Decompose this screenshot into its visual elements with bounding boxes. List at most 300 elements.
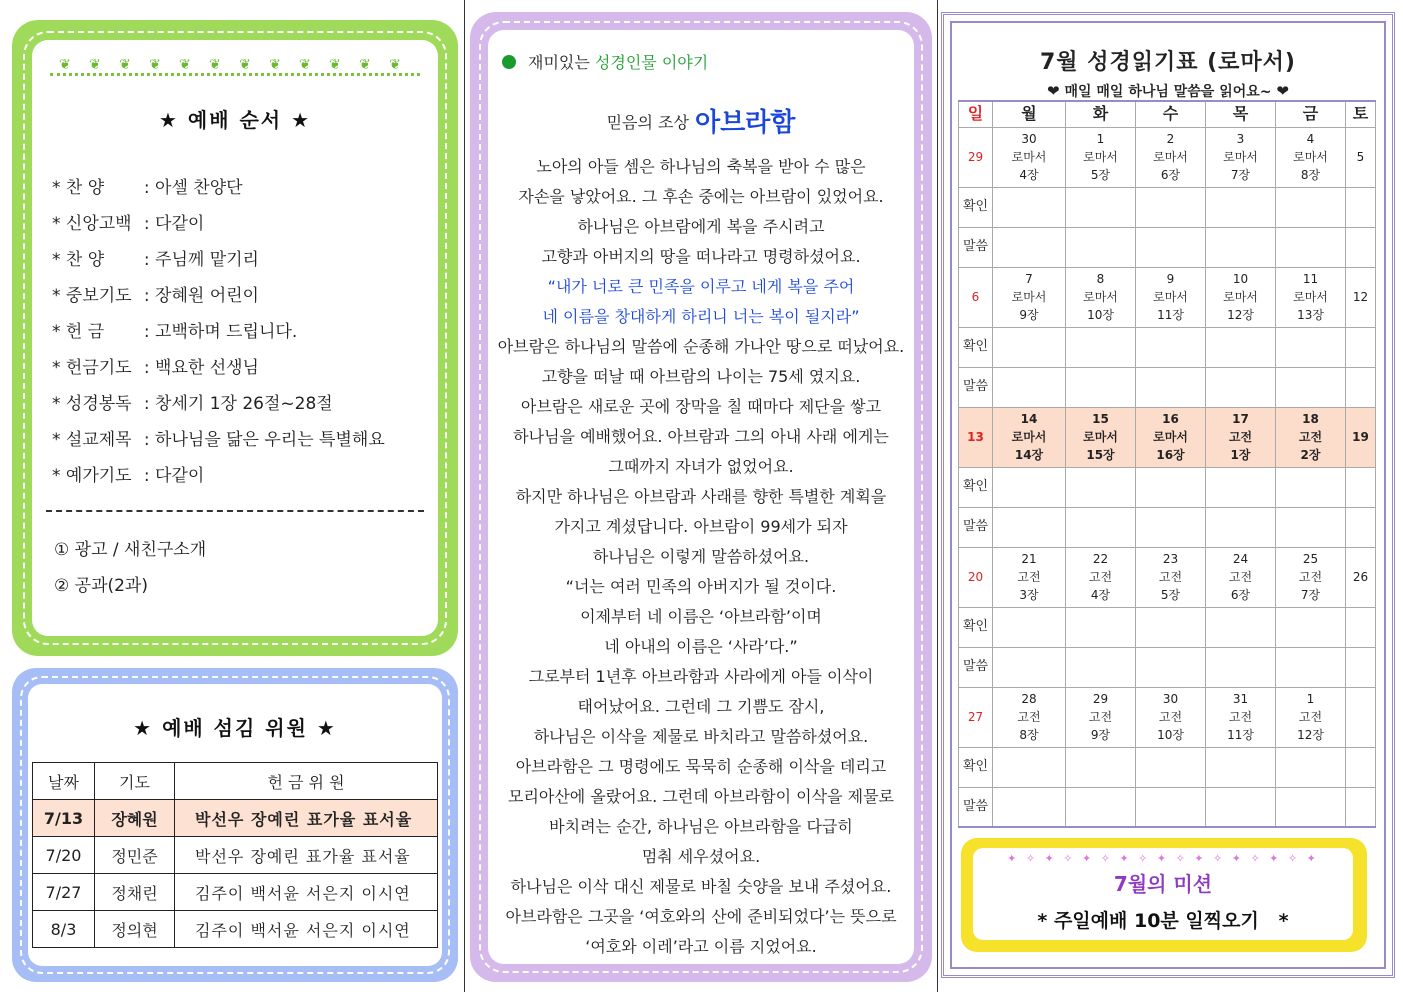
check-box-cell[interactable] <box>1066 607 1136 647</box>
saturday-date: 26 <box>1346 547 1376 607</box>
mission-text: * 주일예배 10분 일찍오기 * <box>1037 910 1289 932</box>
check-row <box>959 607 1376 647</box>
order-item-key: 성경봉독 <box>65 394 132 414</box>
worship-order-panel <box>12 20 458 656</box>
saturday-date: 5 <box>1346 127 1376 187</box>
weekday-label: 목 <box>1206 101 1276 127</box>
word-note-cell[interactable] <box>993 507 1066 547</box>
reading-day-book: 로마서 <box>1083 430 1118 444</box>
reading-day-date: 29 <box>1092 692 1109 706</box>
story-line: 바치려는 순간, 하나님은 아브라함을 다급히 <box>549 817 853 836</box>
reading-day-cell <box>1136 267 1206 327</box>
bible-story-panel <box>470 12 932 982</box>
story-subtitle <box>488 102 914 139</box>
reading-day-cell <box>1066 267 1136 327</box>
order-item-key: 헌금기도 <box>65 358 132 378</box>
story-character-name: 아브라함 <box>694 108 796 138</box>
reading-day-cell <box>993 407 1066 467</box>
order-item-key: 설교제목 <box>65 430 132 450</box>
order-item-value: 주님께 맡기리 <box>155 250 259 270</box>
word-note-cell[interactable] <box>1276 367 1346 407</box>
reading-day-date: 9 <box>1166 272 1175 286</box>
reading-day-cell <box>993 687 1066 747</box>
word-note-cell[interactable] <box>1066 647 1136 687</box>
story-line: 네 아내의 이름은 ‘사라’다.” <box>604 637 798 656</box>
check-box-cell[interactable] <box>1136 607 1206 647</box>
check-box-cell[interactable] <box>1066 187 1136 227</box>
reading-day-cell <box>1276 687 1346 747</box>
reading-day-book: 고전 <box>1298 430 1323 444</box>
word-note-cell[interactable] <box>993 367 1066 407</box>
word-note-cell[interactable] <box>1346 507 1376 547</box>
heart-icon: ❤ <box>1047 82 1060 100</box>
word-note-cell[interactable] <box>1066 227 1136 267</box>
reading-day-date: 24 <box>1232 552 1249 566</box>
sunday-date: 20 <box>959 547 993 607</box>
monthly-mission-card <box>973 848 1353 940</box>
reading-day-chapter: 7장 <box>1230 168 1251 182</box>
order-item: * 신앙고백 : 다같이 <box>52 206 447 242</box>
worship-order-title: ★ 예배 순서 ★ <box>158 108 312 132</box>
worship-servers-card <box>28 684 442 966</box>
reading-day-cell <box>1276 547 1346 607</box>
check-box-cell[interactable] <box>1206 607 1276 647</box>
reading-day-cell <box>1136 547 1206 607</box>
star-garland-decoration: ✦ ✧ ✦ ✧ ✦ ✧ ✦ ✧ ✦ ✧ ✦ ✧ ✦ ✧ ✦ ✧ ✦ <box>1007 852 1319 865</box>
reading-day-cell <box>993 127 1066 187</box>
order-item-value: 다같이 <box>155 214 205 234</box>
sprout-icon: ❦ <box>209 57 221 73</box>
sprout-icon: ❦ <box>89 57 101 73</box>
server-date: 7/20 <box>33 837 95 874</box>
word-row <box>959 507 1376 547</box>
reading-day-book: 고전 <box>1228 570 1253 584</box>
check-box-cell[interactable] <box>993 747 1066 787</box>
story-line: 노아의 아들 셈은 하나님의 축복을 받아 수 많은 <box>536 157 866 176</box>
check-label: 확인 <box>959 747 993 787</box>
order-item-value: 하나님을 닮은 우리는 특별해요 <box>155 430 385 450</box>
reading-day-book: 로마서 <box>1153 150 1188 164</box>
word-note-cell[interactable] <box>1066 787 1136 827</box>
check-box-cell[interactable] <box>1276 747 1346 787</box>
word-note-cell[interactable] <box>1346 227 1376 267</box>
reading-day-cell <box>1136 127 1206 187</box>
sprout-icon: ❦ <box>119 57 131 73</box>
reading-day-cell <box>1206 687 1276 747</box>
story-subtitle-prefix: 믿음의 조상 <box>606 113 689 132</box>
story-line: 이제부터 네 이름은 ‘아브라함’이며 <box>580 607 822 626</box>
reading-day-book: 로마서 <box>1011 150 1047 164</box>
reading-day-date: 16 <box>1162 412 1179 426</box>
reading-day-chapter: 6장 <box>1160 168 1181 182</box>
sprout-icon: ❦ <box>359 57 371 73</box>
reading-day-book: 로마서 <box>1083 150 1118 164</box>
reading-day-book: 로마서 <box>1153 290 1188 304</box>
table-row <box>33 911 438 948</box>
reading-day-chapter: 15장 <box>1086 448 1115 462</box>
bible-story-card <box>488 30 914 964</box>
story-line: 가지고 계셨답니다. 아브람이 99세가 되자 <box>554 517 848 536</box>
word-note-cell[interactable] <box>1066 507 1136 547</box>
reading-day-cell <box>1066 127 1136 187</box>
reading-day-book: 로마서 <box>1293 150 1328 164</box>
word-note-cell[interactable] <box>1206 647 1276 687</box>
reading-day-date: 28 <box>1021 692 1037 706</box>
reading-day-book: 로마서 <box>1011 430 1047 444</box>
header-prayer: 기도 <box>95 763 175 800</box>
order-item-key: 신앙고백 <box>65 214 132 234</box>
word-label: 말씀 <box>959 787 993 827</box>
server-date: 7/27 <box>33 874 95 911</box>
word-note-cell[interactable] <box>1066 367 1136 407</box>
table-row <box>33 874 438 911</box>
reading-day-date: 25 <box>1302 552 1319 566</box>
reading-day-date: 17 <box>1232 412 1249 426</box>
server-prayer: 정채린 <box>95 874 175 911</box>
story-line: 그때까지 자녀가 없었어요. <box>608 457 794 476</box>
story-line: 모리아산에 올랐어요. 그런데 아브라함이 이삭을 제물로 <box>507 787 894 806</box>
reading-day-date: 23 <box>1162 552 1179 566</box>
order-item: * 헌 금 : 고백하며 드립니다. <box>52 314 447 350</box>
reading-day-book: 고전 <box>1298 570 1323 584</box>
sunday-date: 13 <box>959 407 993 467</box>
reading-day-chapter: 10장 <box>1087 308 1114 322</box>
reading-day-book: 고전 <box>1017 570 1041 584</box>
sprout-icon: ❦ <box>389 57 401 73</box>
order-item-key: 헌 금 <box>65 322 105 342</box>
server-date: 8/3 <box>33 911 95 948</box>
reading-day-cell <box>1276 407 1346 467</box>
weekday-header-row <box>959 101 1376 127</box>
reading-day-chapter: 1장 <box>1230 448 1251 462</box>
reading-day-cell <box>1276 267 1346 327</box>
word-note-cell[interactable] <box>1346 647 1376 687</box>
story-line: 태어났어요. 그런데 그 기쁨도 잠시, <box>577 697 825 716</box>
story-line: 하나님은 아브람에게 복을 주시려고 <box>577 217 825 236</box>
heart-icon: ❤ <box>1276 82 1289 100</box>
word-note-cell[interactable] <box>1136 647 1206 687</box>
worship-servers-panel <box>12 668 458 982</box>
servers-header-row <box>33 763 438 800</box>
reading-day-chapter: 6장 <box>1230 588 1251 602</box>
server-offering: 김주이 백서윤 서은지 이시연 <box>175 911 438 948</box>
word-note-cell[interactable] <box>1136 787 1206 827</box>
reading-day-book: 로마서 <box>1083 290 1118 304</box>
reading-day-chapter: 14장 <box>1014 448 1044 462</box>
check-box-cell[interactable] <box>1346 187 1376 227</box>
check-box-cell[interactable] <box>1136 327 1206 367</box>
reading-day-cell <box>1066 407 1136 467</box>
order-item: * 중보기도 : 장혜원 어린이 <box>52 278 447 314</box>
story-line: 네 이름을 창대하게 하리니 너는 복이 될지라” <box>542 307 860 326</box>
reading-day-chapter: 11장 <box>1157 308 1184 322</box>
sprout-icon: ❦ <box>329 57 341 73</box>
reading-day-book: 고전 <box>1088 570 1113 584</box>
check-box-cell[interactable] <box>1206 187 1276 227</box>
sprout-border-decoration <box>50 56 420 78</box>
table-row <box>33 837 438 874</box>
word-row <box>959 367 1376 407</box>
order-item-value: 다같이 <box>155 466 205 486</box>
reading-day-book: 고전 <box>1228 430 1253 444</box>
reading-day-chapter: 9장 <box>1019 308 1039 322</box>
reading-day-cell <box>1206 547 1276 607</box>
reading-day-cell <box>1206 407 1276 467</box>
order-item-value: 백요한 선생님 <box>155 358 259 378</box>
reading-day-chapter: 5장 <box>1090 168 1111 182</box>
word-note-cell[interactable] <box>1346 787 1376 827</box>
reading-day-cell <box>993 267 1066 327</box>
story-heading-prefix: 재미있는 <box>528 53 595 72</box>
check-box-cell[interactable] <box>1136 747 1206 787</box>
servers-table <box>32 762 438 948</box>
order-item: * 예가기도 : 다같이 <box>52 458 447 494</box>
order-item: * 찬 양 : 주님께 맡기리 <box>52 242 447 278</box>
word-note-cell[interactable] <box>993 227 1066 267</box>
order-notes <box>54 532 206 604</box>
worship-servers-title: ★ 예배 섬김 위원 ★ <box>133 716 337 740</box>
order-item-key: 찬 양 <box>65 250 105 270</box>
word-row <box>959 647 1376 687</box>
saturday-date: 19 <box>1346 407 1376 467</box>
server-offering: 박선우 장예린 표가율 표서율 <box>175 837 438 874</box>
sprout-icon: ❦ <box>269 57 281 73</box>
reading-day-book: 고전 <box>1228 710 1253 724</box>
reading-day-book: 고전 <box>1158 710 1183 724</box>
calendar-week-row <box>959 407 1376 467</box>
server-offering: 박선우 장예린 표가율 표서율 <box>175 800 438 837</box>
story-line: 고향과 아버지의 땅을 떠나라고 명령하셨어요. <box>541 247 861 266</box>
word-label: 말씀 <box>959 227 993 267</box>
order-item-value: 창세기 1장 26절~28절 <box>155 394 333 414</box>
reading-day-cell <box>1276 127 1346 187</box>
word-note-cell[interactable] <box>1346 367 1376 407</box>
story-heading-highlight: 성경인물 이야기 <box>594 53 709 72</box>
header-date: 날짜 <box>33 763 95 800</box>
order-item: * 성경봉독 : 창세기 1장 26절~28절 <box>52 386 447 422</box>
order-item: * 설교제목 : 하나님을 닮은 우리는 특별해요 <box>52 422 447 458</box>
word-note-cell[interactable] <box>1276 647 1346 687</box>
server-offering: 김주이 백서윤 서은지 이시연 <box>175 874 438 911</box>
sprout-icon: ❦ <box>59 57 71 73</box>
reading-day-cell <box>1206 127 1276 187</box>
order-item-key: 찬 양 <box>65 178 105 198</box>
word-label: 말씀 <box>959 507 993 547</box>
word-note-cell[interactable] <box>1276 507 1346 547</box>
order-item-value: 고백하며 드립니다. <box>155 322 298 342</box>
reading-day-date: 3 <box>1236 132 1245 146</box>
check-box-cell[interactable] <box>1346 467 1376 507</box>
story-line: 아브람은 새로운 곳에 장막을 칠 때마다 제단을 쌓고 <box>520 397 882 416</box>
weekday-label: 월 <box>993 101 1066 127</box>
word-note-cell[interactable] <box>1276 227 1346 267</box>
story-line: 아브람은 하나님의 말씀에 순종해 가나안 땅으로 떠났어요. <box>497 337 905 356</box>
order-note: ② 공과(2과) <box>54 576 148 596</box>
reading-day-book: 로마서 <box>1293 290 1328 304</box>
calendar-week-row <box>959 127 1376 187</box>
reading-day-chapter: 8장 <box>1019 728 1039 742</box>
reading-day-date: 31 <box>1232 692 1249 706</box>
sprout-icon: ❦ <box>239 57 251 73</box>
reading-calendar-table <box>958 100 1376 828</box>
word-row <box>959 227 1376 267</box>
check-box-cell[interactable] <box>993 327 1066 367</box>
story-line: 하지만 하나님은 아브람과 사래를 향한 특별한 계획을 <box>515 487 887 506</box>
reading-day-chapter: 8장 <box>1300 168 1321 182</box>
reading-day-book: 로마서 <box>1153 430 1188 444</box>
check-box-cell[interactable] <box>1136 467 1206 507</box>
reading-day-cell <box>1066 687 1136 747</box>
table-row <box>33 800 438 837</box>
check-box-cell[interactable] <box>1276 187 1346 227</box>
sprout-icon: ❦ <box>299 57 311 73</box>
word-note-cell[interactable] <box>1206 227 1276 267</box>
check-box-cell[interactable] <box>1276 327 1346 367</box>
word-note-cell[interactable] <box>1136 227 1206 267</box>
calendar-week-row <box>959 687 1376 747</box>
check-box-cell[interactable] <box>1066 327 1136 367</box>
order-item-key: 중보기도 <box>65 286 132 306</box>
story-body <box>482 152 920 962</box>
story-line: ‘여호와 이레’라고 이름 지었어요. <box>585 937 817 956</box>
check-box-cell[interactable] <box>1346 327 1376 367</box>
reading-day-date: 30 <box>1021 132 1037 146</box>
reading-day-book: 로마서 <box>1011 290 1047 304</box>
reading-day-date: 4 <box>1306 132 1315 146</box>
reading-day-cell <box>1136 687 1206 747</box>
word-note-cell[interactable] <box>1276 787 1346 827</box>
server-prayer: 장혜원 <box>95 800 175 837</box>
word-note-cell[interactable] <box>1206 367 1276 407</box>
reading-day-chapter: 4장 <box>1019 168 1039 182</box>
reading-day-chapter: 2장 <box>1300 448 1321 462</box>
column-divider-right <box>937 0 938 992</box>
weekday-label: 일 <box>959 101 993 127</box>
word-note-cell[interactable] <box>1206 787 1276 827</box>
calendar-week-row <box>959 267 1376 327</box>
word-note-cell[interactable] <box>993 787 1066 827</box>
check-box-cell[interactable] <box>1136 187 1206 227</box>
sprout-icon: ❦ <box>179 57 191 73</box>
calendar-subtitle <box>952 81 1384 101</box>
reading-day-date: 8 <box>1096 272 1105 286</box>
weekday-label: 수 <box>1136 101 1206 127</box>
check-label: 확인 <box>959 327 993 367</box>
check-box-cell[interactable] <box>1066 747 1136 787</box>
story-line: 하나님은 이렇게 말씀하셨어요. <box>592 547 810 566</box>
check-box-cell[interactable] <box>1206 327 1276 367</box>
reading-day-book: 로마서 <box>1223 290 1258 304</box>
word-note-cell[interactable] <box>1136 507 1206 547</box>
reading-day-cell <box>1206 267 1276 327</box>
reading-day-date: 21 <box>1021 552 1037 566</box>
check-box-cell[interactable] <box>1276 467 1346 507</box>
order-item-value: 아셀 찬양단 <box>155 178 243 198</box>
server-prayer: 정민준 <box>95 837 175 874</box>
word-note-cell[interactable] <box>1136 367 1206 407</box>
order-item: * 찬 양 : 아셀 찬양단 <box>52 170 447 206</box>
sunday-date: 27 <box>959 687 993 747</box>
story-line: 아브라함은 그 명령에도 묵묵히 순종해 이삭을 데리고 <box>515 757 887 776</box>
order-item-key: 예가기도 <box>65 466 132 486</box>
reading-day-chapter: 13장 <box>1297 308 1324 322</box>
reading-day-cell <box>993 547 1066 607</box>
reading-day-date: 22 <box>1092 552 1109 566</box>
reading-day-book: 로마서 <box>1223 150 1258 164</box>
reading-day-book: 고전 <box>1088 710 1113 724</box>
story-line: 하나님은 이삭 대신 제물로 바칠 숫양을 보내 주셨어요. <box>510 877 892 896</box>
reading-day-chapter: 12장 <box>1297 728 1324 742</box>
check-box-cell[interactable] <box>993 607 1066 647</box>
check-box-cell[interactable] <box>993 187 1066 227</box>
reading-day-chapter: 3장 <box>1019 588 1039 602</box>
reading-day-book: 고전 <box>1017 710 1041 724</box>
check-box-cell[interactable] <box>1346 747 1376 787</box>
reading-day-date: 11 <box>1302 272 1319 286</box>
story-line: 아브라함은 그곳을 ‘여호와의 산에 준비되었다’는 뜻으로 <box>505 907 897 926</box>
story-line: 멈춰 세우셨어요. <box>641 847 761 866</box>
order-item-value: 장혜원 어린이 <box>155 286 259 306</box>
reading-day-chapter: 16장 <box>1156 448 1185 462</box>
check-label: 확인 <box>959 467 993 507</box>
saturday-date: 12 <box>1346 267 1376 327</box>
reading-day-chapter: 5장 <box>1160 588 1181 602</box>
check-row <box>959 467 1376 507</box>
reading-day-cell <box>1066 547 1136 607</box>
check-box-cell[interactable] <box>1206 747 1276 787</box>
word-note-cell[interactable] <box>993 647 1066 687</box>
reading-day-book: 고전 <box>1158 570 1183 584</box>
check-box-cell[interactable] <box>1206 467 1276 507</box>
check-box-cell[interactable] <box>1276 607 1346 647</box>
check-box-cell[interactable] <box>993 467 1066 507</box>
word-row <box>959 787 1376 827</box>
worship-order-list <box>52 170 447 494</box>
weekday-label: 토 <box>1346 101 1376 127</box>
check-box-cell[interactable] <box>1066 467 1136 507</box>
word-label: 말씀 <box>959 647 993 687</box>
reading-day-chapter: 10장 <box>1157 728 1184 742</box>
weekday-label: 금 <box>1276 101 1346 127</box>
story-line: 하나님을 예배했어요. 아브람과 그의 아내 사래 에게는 <box>513 427 889 446</box>
story-line: 자손을 낳았어요. 그 후손 중에는 아브람이 있었어요. <box>518 187 884 206</box>
reading-day-date: 1 <box>1096 132 1105 146</box>
reading-day-book: 고전 <box>1298 710 1323 724</box>
story-line: “내가 너로 큰 민족을 이루고 네게 복을 주어 <box>547 277 855 296</box>
sprout-icon: ❦ <box>149 57 161 73</box>
word-note-cell[interactable] <box>1206 507 1276 547</box>
server-prayer: 정의현 <box>95 911 175 948</box>
order-note: ① 광고 / 새친구소개 <box>54 540 207 560</box>
reading-day-date: 7 <box>1025 272 1033 286</box>
calendar-subtitle-text: 매일 매일 하나님 말씀을 읽어요~ <box>1064 84 1272 100</box>
reading-day-chapter: 11장 <box>1227 728 1254 742</box>
reading-day-chapter: 12장 <box>1227 308 1254 322</box>
check-row <box>959 327 1376 367</box>
reading-day-chapter: 4장 <box>1090 588 1111 602</box>
reading-day-date: 10 <box>1232 272 1249 286</box>
calendar-week-row <box>959 547 1376 607</box>
reading-day-cell <box>1136 407 1206 467</box>
story-line: 그로부터 1년후 아브라함과 사라에게 아들 이삭이 <box>528 667 874 686</box>
column-divider-left <box>464 0 465 992</box>
server-date: 7/13 <box>33 800 95 837</box>
check-row <box>959 747 1376 787</box>
check-box-cell[interactable] <box>1346 607 1376 647</box>
check-label: 확인 <box>959 607 993 647</box>
mission-title: 7월의 미션 <box>1113 872 1213 896</box>
order-item: * 헌금기도 : 백요한 선생님 <box>52 350 447 386</box>
